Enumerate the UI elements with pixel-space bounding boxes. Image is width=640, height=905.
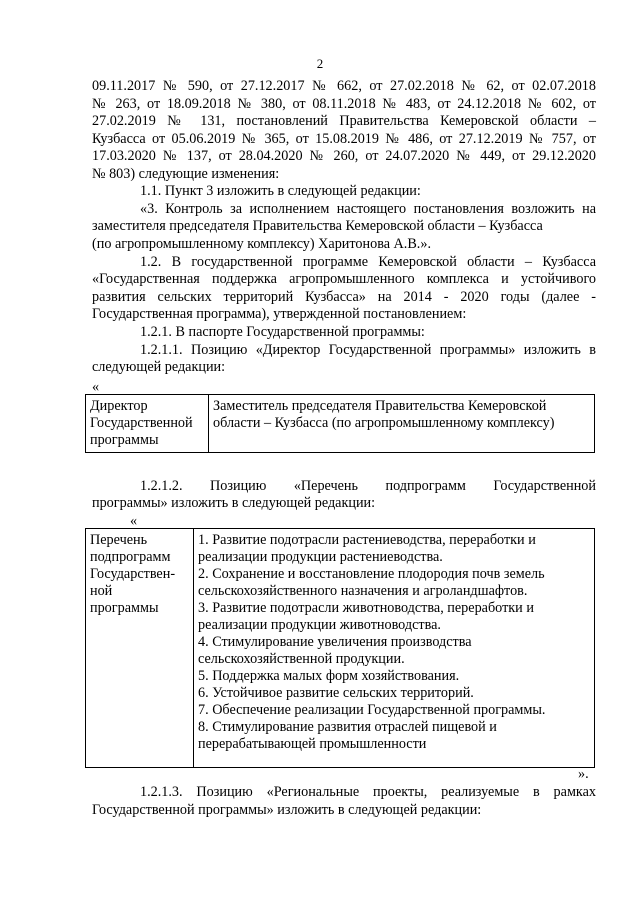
open-quote: « (130, 513, 138, 529)
text-line: «3. Контроль за исполнением настоящего постановления возложить на (140, 201, 596, 217)
list-item: реализации продукции растениеводства. (198, 549, 443, 565)
list-item: 7. Обеспечение реализации Государственной программы. (198, 702, 546, 718)
cell-line: ной (90, 583, 113, 599)
close-quote: ». (578, 766, 589, 782)
text-line: 1.2. В государственной программе Кемеровской области – Кузбасса (140, 254, 596, 270)
table-cell-value (209, 395, 595, 453)
subprograms-table (85, 528, 595, 768)
text-line: Кузбасса от 05.06.2019 № 365, от 15.08.2019 № 486, от 27.12.2019 № 757, от (92, 131, 596, 147)
cell-line: Государствен- (90, 566, 176, 582)
text-line: 1.2.1.1. Позицию «Директор Государственной программы» изложить в (140, 342, 596, 358)
director-table (85, 394, 595, 453)
text-line: заместителя председателя Правительства Кемеровской области – Кузбасса (92, 218, 543, 234)
cell-line: программы (90, 600, 159, 616)
cell-line: Заместитель председателя Правительства Кемеровской (213, 398, 547, 414)
text-line: 17.03.2020 № 137, от 28.04.2020 № 260, от 24.07.2020 № 449, от 29.12.2020 (92, 148, 596, 164)
text-line: (по агропромышленному комплексу) Харитонова А.В.». (92, 236, 431, 252)
list-item: перерабатывающей промышленности (198, 736, 427, 752)
list-item: 6. Устойчивое развитие сельских территорий. (198, 685, 474, 701)
text-line: следующей редакции: (92, 359, 226, 375)
page-number: 2 (316, 56, 324, 71)
cell-line: программы (90, 432, 159, 448)
table-row (86, 395, 595, 453)
list-item: 8. Стимулирование развития отраслей пищевой и (198, 719, 497, 735)
cell-line: Государственной (90, 415, 193, 431)
text-line: Государственная программа), утвержденной постановлением: (92, 306, 467, 322)
list-item: сельскохозяйственного назначения и агроландшафтов. (198, 583, 528, 599)
list-item: 4. Стимулирование увеличения производства (198, 634, 472, 650)
text-line: № 263, от 18.09.2018 № 380, от 08.11.2018 № 483, от 24.12.2018 № 602, от (92, 96, 596, 112)
list-item: реализации продукции животноводства. (198, 617, 441, 633)
text-line: № 803) следующие изменения: (92, 166, 280, 182)
cell-line: подпрограмм (90, 549, 171, 565)
text-line: Государственной программы» изложить в следующей редакции: (92, 802, 482, 818)
open-quote: « (92, 379, 100, 395)
table-row (86, 529, 595, 768)
table-cell-label (86, 529, 194, 768)
list-item: 5. Поддержка малых форм хозяйствования. (198, 668, 460, 684)
cell-line: Директор (90, 398, 148, 414)
table-cell-label (86, 395, 209, 453)
text-line: программы» изложить в следующей редакции: (92, 495, 376, 511)
item-1-1: 1.1. Пункт 3 изложить в следующей редакции: (140, 183, 421, 199)
item-1-2-1: 1.2.1. В паспорте Государственной программы: (140, 324, 425, 340)
text-line: 1.2.1.3. Позицию «Региональные проекты, реализуемые в рамках (140, 784, 596, 800)
list-item: 3. Развитие подотрасли животноводства, переработки и (198, 600, 534, 616)
list-item: 1. Развитие подотрасли растениеводства, переработки и (198, 532, 536, 548)
cell-line: Перечень (90, 532, 148, 548)
text-line: 1.2.1.2. Позицию «Перечень подпрограмм Государственной (140, 478, 596, 494)
text-line: 27.02.2019 № 131, постановлений Правительства Кемеровской области – (92, 113, 596, 129)
list-item: 2. Сохранение и восстановление плодородия почв земель (198, 566, 545, 582)
text-line: 09.11.2017 № 590, от 27.12.2017 № 662, от 27.02.2018 № 62, от 02.07.2018 (92, 78, 596, 94)
text-line: развития сельских территорий Кузбасса» на 2014 - 2020 годы (далее - (92, 289, 596, 305)
table-cell-value (194, 529, 595, 768)
cell-line: области – Кузбасса (по агропромышленному комплексу) (213, 415, 555, 431)
list-item: сельскохозяйственной продукции. (198, 651, 405, 667)
text-line: «Государственная поддержка агропромышленного комплекса и устойчивого (92, 271, 596, 287)
